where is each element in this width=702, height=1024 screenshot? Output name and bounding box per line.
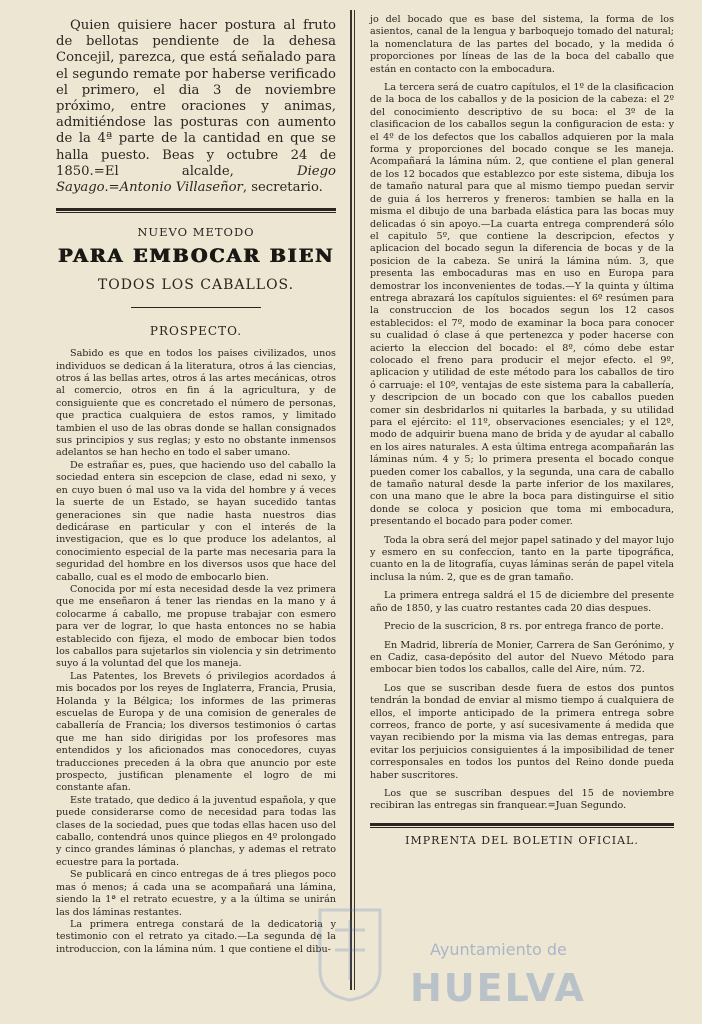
prospect-paragraph: La primera entrega saldrá el 15 de diciembre del presente año de 1850, y las cuatro restantes cada 20 dias despues. xyxy=(370,590,674,614)
column-divider xyxy=(350,10,352,990)
prospect-paragraph: En Madrid, librería de Monier, Carrera de San Gerónimo, y en Cadiz, casa-depósito del autor del Nuevo Método para embocar bien todos los caballos, calle del Aire, núm. 72. xyxy=(370,639,674,676)
imprenta-rule-thin xyxy=(370,827,674,828)
notice-text: Quien quisiere hacer postura al fruto de bellotas pendiente de la dehesa Concejil, parezca, que está señalado para el segundo remate por haberse verificado el primero, el dia 3 de noviembre próximo, entre oraciones y animas, admitiéndose las posturas con aumento de la 4ª parte de la cantidad en que se halla puesto. Beas y octubre 24 de 1850. xyxy=(56,18,336,179)
watermark-text-small: Ayuntamiento de xyxy=(430,940,567,959)
prospect-paragraph: Los que se suscriban desde fuera de estos dos puntos tendrán la bondad de enviar al mismo tiempo á cualquiera de ellos, el importe anticipado de la primera entrega sobre correos, franco de porte, y así sucesivamente á medida que vayan recibiendo por la misma via las demas entregas, para evitar los perjuicios consiguientes á la imposibilidad de tener corresponsales en todos los puntos del Reino donde pueda haber suscritores. xyxy=(370,682,674,781)
prospect-paragraph: Toda la obra será del mejor papel satinado y del mayor lujo y esmero en su confeccion, tanto en la parte tipográfica, cuanto en la de litografía, cuyas láminas serán de papel vitela inclusa la núm. 2, que es de gran tamaño. xyxy=(370,534,674,583)
prospect-paragraph: Las Patentes, los Brevets ó privilegios acordados á mis bocados por los reyes de Inglaterra, Francia, Prusia, Holanda y la Bélgica; los informes de las primeras escuelas de Europa y de una comision de generales de caballería de Francia; los diversos testimonios ó cartas que me han sido dirigidas por los profesores mas entendidos y los aficionados mas conocedores, cuyas traducciones preceden á la obra que anuncio por este prospecto, justifican plenamente el logro de mi constante afan. xyxy=(56,670,336,794)
section-rule-thick xyxy=(56,208,336,211)
prospect-paragraph: Los que se suscriban despues del 15 de noviembre recibiran las entregas sin franquear.=Juan Segundo. xyxy=(370,787,674,812)
right-column xyxy=(370,14,674,847)
left-column xyxy=(56,14,336,956)
heading-rule xyxy=(131,307,261,308)
heading-nuevo-metodo: NUEVO METODO xyxy=(137,225,255,240)
auction-notice xyxy=(56,18,336,196)
prospect-paragraph: Precio de la suscricion, 8 rs. por entrega franco de porte. xyxy=(384,621,664,633)
prospect-paragraph: Se publicará en cinco entregas de á tres pliegos poco mas ó menos; á cada una se acompañará una lámina, siendo la 1ª el retrato ecuestre, y a la última se unirán las dos láminas restantes. xyxy=(56,869,336,918)
prospect-paragraph: Conocida por mí esta necesidad desde la vez primera que me enseñaron á tener las riendas en la mano y á colocarme á caballo, me propuse trabajar con esmero para ver de lograr, lo que hasta entonces no se habia establecido con fijeza, el modo de embocar bien todos los caballos para sujetarlos sin violencia y sin detrimento suyo á la voluntad del que los maneja. xyxy=(56,583,336,670)
column-divider-thin xyxy=(354,10,355,990)
imprenta-footer: IMPRENTA DEL BOLETIN OFICIAL. xyxy=(405,833,639,847)
heading-prospecto: PROSPECTO. xyxy=(149,324,243,339)
section-rule-thin xyxy=(56,212,336,213)
prospect-paragraph: jo del bocado que es base del sistema, la forma de los asientos, canal de la lengua y barboquejo tomado del natural; la nomenclatura de las partes del bocado, y la medida ó proporciones por líneas de las de la boca del caballo que están en contacto con la embocadura. xyxy=(370,14,674,75)
notice-signatories: Diego Sayago.=Antonio Villaseñor xyxy=(56,163,336,196)
heading-todos-caballos: TODOS LOS CABALLOS. xyxy=(97,277,295,294)
prospect-paragraph: Este tratado, que dedico á la juventud española, y que puede considerarse como de necesidad para todas las clases de la sociedad, pues que todas ellas hacen uso del caballo, contendrá unos quince pliegos en 4º prolongado y cinco grandes láminas ó planchas, y ademas el retrato ecuestre para la portada. xyxy=(56,794,336,868)
watermark-text-big: HUELVA xyxy=(410,966,586,1010)
imprenta-rule-thick xyxy=(370,823,674,826)
heading-para-embocar: PARA EMBOCAR BIEN xyxy=(57,245,335,268)
notice-sign-prefix: =El alcalde, xyxy=(93,163,298,179)
prospect-paragraph: La primera entrega constará de la dedicatoria y testimonio con el retrato ya citado.—La segunda de la introduccion, con la lámina núm. 1 que contiene el dibu- xyxy=(56,918,336,955)
notice-sign-suffix: , secretario. xyxy=(242,180,323,196)
prospect-paragraph: La tercera será de cuatro capítulos, el 1º de la clasificacion de la boca de los caballos y de la posicion de la cabeza: el 2º del conocimiento descriptivo de su boca: el 3º de la clasificacion de los caballos segun la configuracion de esta: y el 4º de los defectos que los caballos adquieren por la mala forma y proporciones del bocado conque se les maneja. Acompañará la lámina núm. 2, que contiene el plan general de los 12 bocados que establezco por este sistema, dibuja los de tamaño natural para que al mismo tiempo puedan servir de guia á los herreros y freneros: tambien se halla en la misma el dibujo de una barbada elástica para las bocas muy delicadas ó sin apoyo.—La cuarta entrega comprenderá sólo el capitulo 5º, que contiene la descripcion, efectos y aplicacion del bocado segun la diferencia de bocas y de la posicion de la cabeza. Se unirá la lámina núm. 3, que presenta las embocaduras mas en uso en Europa para demostrar los inconvenientes de todas.—Y la quinta y última entrega abrazará los capítulos siguientes: el 6º resúmen para la construccion de los bocados segun los 12 casos establecidos: el 7º, modo de examinar la boca para conocer su cualidad ó clase á que pertenezca y poder hacerse con acierto la eleccion del bocado: el 8º, cómo debe estar colocado el freno para producir el mejor efecto. el 9º, aplicacion y utilidad de este método para los caballos de tiro ó carruaje: el 10º, ventajas de este sistema para la caballería, y descripcion de un bocado con que los caballos pueden comer sin desbridarlos ni quitarles la barbada, y su utilidad para el ejército: el 11º, observaciones esenciales; y el 12º, modo de adquirir buena mano de brida y de ayudar al caballo en los aires naturales. A esta última entrega acompañarán las láminas núm. 4 y 5; lo primera presenta el bocado conque pueden comer los caballos, y la segunda, una cara de caballo de tamaño natural desde la parte inferior de los maxilares, con una mano que le abre la boca para distinguirse el sitio donde se coloca y posicion que toma mi embocadura, presentando el bocado para poder comer. xyxy=(370,82,674,528)
prospect-paragraph: Sabido es que en todos los paises civilizados, unos individuos se dedican á la literatura, otros á las ciencias, otros á las bellas artes, otros á las artes mecánicas, otros al comercio, otros en fin á la agricultura, y de consiguiente que es concretado el número de personas, que practica cualquiera de estos ramos, y limitado tambien el uso de las obras donde se hallan consignados sus principios y sus reglas; y esto no obstante inmensos adelantos se han hecho en todo el saber umano. xyxy=(56,348,336,459)
prospect-paragraph: De estrañar es, pues, que haciendo uso del caballo la sociedad entera sin escepcion de clase, edad ni sexo, y en cuyo buen ó mal uso va la vida del hombre y á veces la suerte de un Estado, se hayan sucedido tantas generaciones sin que nadie hasta nuestros dias dedicárase en particular y con el interés de la investigacion, que es lo que produce los adelantos, al conocimiento especial de la parte mas necesaria para la seguridad del hombre en los diversos usos que hace del caballo, cual es el modo de embocarlo bien. xyxy=(56,459,336,583)
